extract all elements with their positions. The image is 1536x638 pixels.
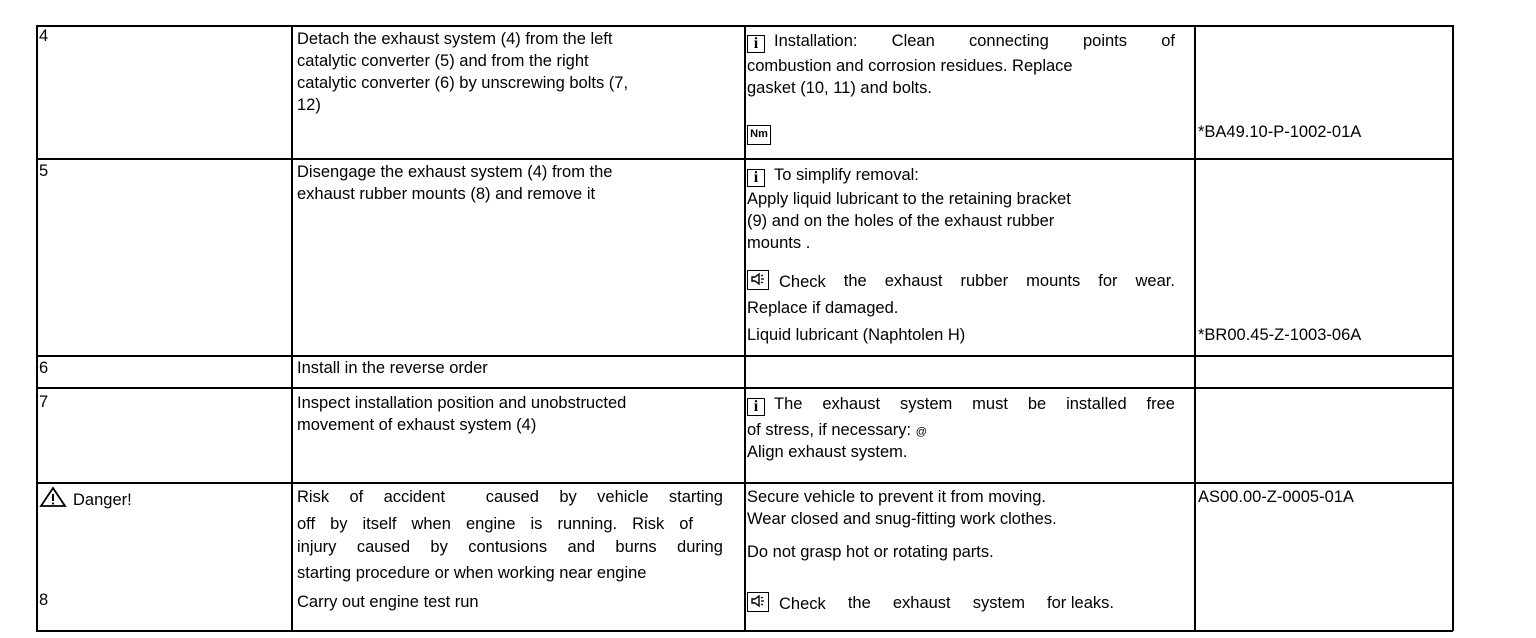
reference-symbol: @ bbox=[915, 426, 927, 438]
column-divider bbox=[291, 25, 293, 631]
stress-note: i The exhaust system must be installed free bbox=[747, 393, 1175, 416]
removal-tip-cont: Apply liquid lubricant to the retaining bracket bbox=[747, 190, 1071, 208]
installation-note-cont: combustion and corrosion residues. Replace bbox=[747, 57, 1073, 75]
removal-tip: i To simplify removal: bbox=[747, 164, 919, 187]
warning-triangle-icon bbox=[39, 486, 67, 514]
step-action: Detach the exhaust system (4) from the left catalytic converter (5) and from the right catalytic converter (6) by unscrewing bolts (7, 12) bbox=[297, 30, 629, 114]
step-number: 7 bbox=[39, 393, 49, 411]
document-reference: *BA49.10-P-1002-01A bbox=[1198, 123, 1362, 141]
installation-note: i Installation: Clean connecting points of bbox=[747, 30, 1175, 53]
removal-tip-cont: (9) and on the holes of the exhaust rubber bbox=[747, 212, 1055, 230]
stress-note-cont: Align exhaust system. bbox=[747, 443, 908, 461]
document-reference: AS00.00-Z-0005-01A bbox=[1198, 488, 1354, 506]
risk-description: Risk of accident caused by vehicle starting bbox=[297, 488, 723, 506]
safety-measure: Wear closed and snug-fitting work clothes. bbox=[747, 510, 1057, 528]
step-action: Carry out engine test run bbox=[297, 593, 479, 611]
step-number: 4 bbox=[39, 27, 49, 45]
installation-note-cont: gasket (10, 11) and bolts. bbox=[747, 79, 932, 97]
column-divider bbox=[744, 25, 746, 631]
safety-measure: Secure vehicle to prevent it from moving. bbox=[747, 488, 1046, 506]
column-divider bbox=[1194, 25, 1196, 631]
removal-tip-cont: mounts . bbox=[747, 234, 811, 252]
lubricant-spec: Liquid lubricant (Naphtolen H) bbox=[747, 326, 966, 344]
danger-warning: Danger! bbox=[39, 486, 132, 514]
risk-description: injury caused by contusions and burns during bbox=[297, 538, 723, 556]
info-icon: i bbox=[747, 35, 765, 53]
document-reference: *BR00.45-Z-1003-06A bbox=[1198, 326, 1362, 344]
column-divider bbox=[36, 25, 38, 631]
leak-check: Check the exhaust system for leaks. bbox=[747, 592, 1114, 615]
step-action: Disengage the exhaust system (4) from the exhaust rubber mounts (8) and remove it bbox=[297, 163, 613, 203]
info-icon: i bbox=[747, 398, 765, 416]
stress-note-cont: of stress, if necessary: @ bbox=[747, 421, 927, 439]
info-icon: i bbox=[747, 169, 765, 187]
step-action: Inspect installation position and unobstructed movement of exhaust system (4) bbox=[297, 394, 627, 434]
step-number: 8 bbox=[39, 591, 49, 609]
torque-nm-icon: Nm bbox=[747, 125, 771, 145]
inspect-icon bbox=[747, 592, 769, 612]
wear-check-cont: Replace if damaged. bbox=[747, 299, 899, 317]
risk-description: off by itself when engine is running. Risk of bbox=[297, 515, 693, 533]
column-divider bbox=[1452, 25, 1454, 631]
safety-measure: Do not grasp hot or rotating parts. bbox=[747, 543, 994, 561]
risk-description: starting procedure or when working near engine bbox=[297, 564, 647, 582]
step-number: 5 bbox=[39, 162, 49, 180]
inspect-icon bbox=[747, 270, 769, 290]
wear-check: Check the exhaust rubber mounts for wear. bbox=[747, 270, 1175, 293]
step-action: Install in the reverse order bbox=[297, 359, 488, 377]
step-number: 6 bbox=[39, 359, 49, 377]
